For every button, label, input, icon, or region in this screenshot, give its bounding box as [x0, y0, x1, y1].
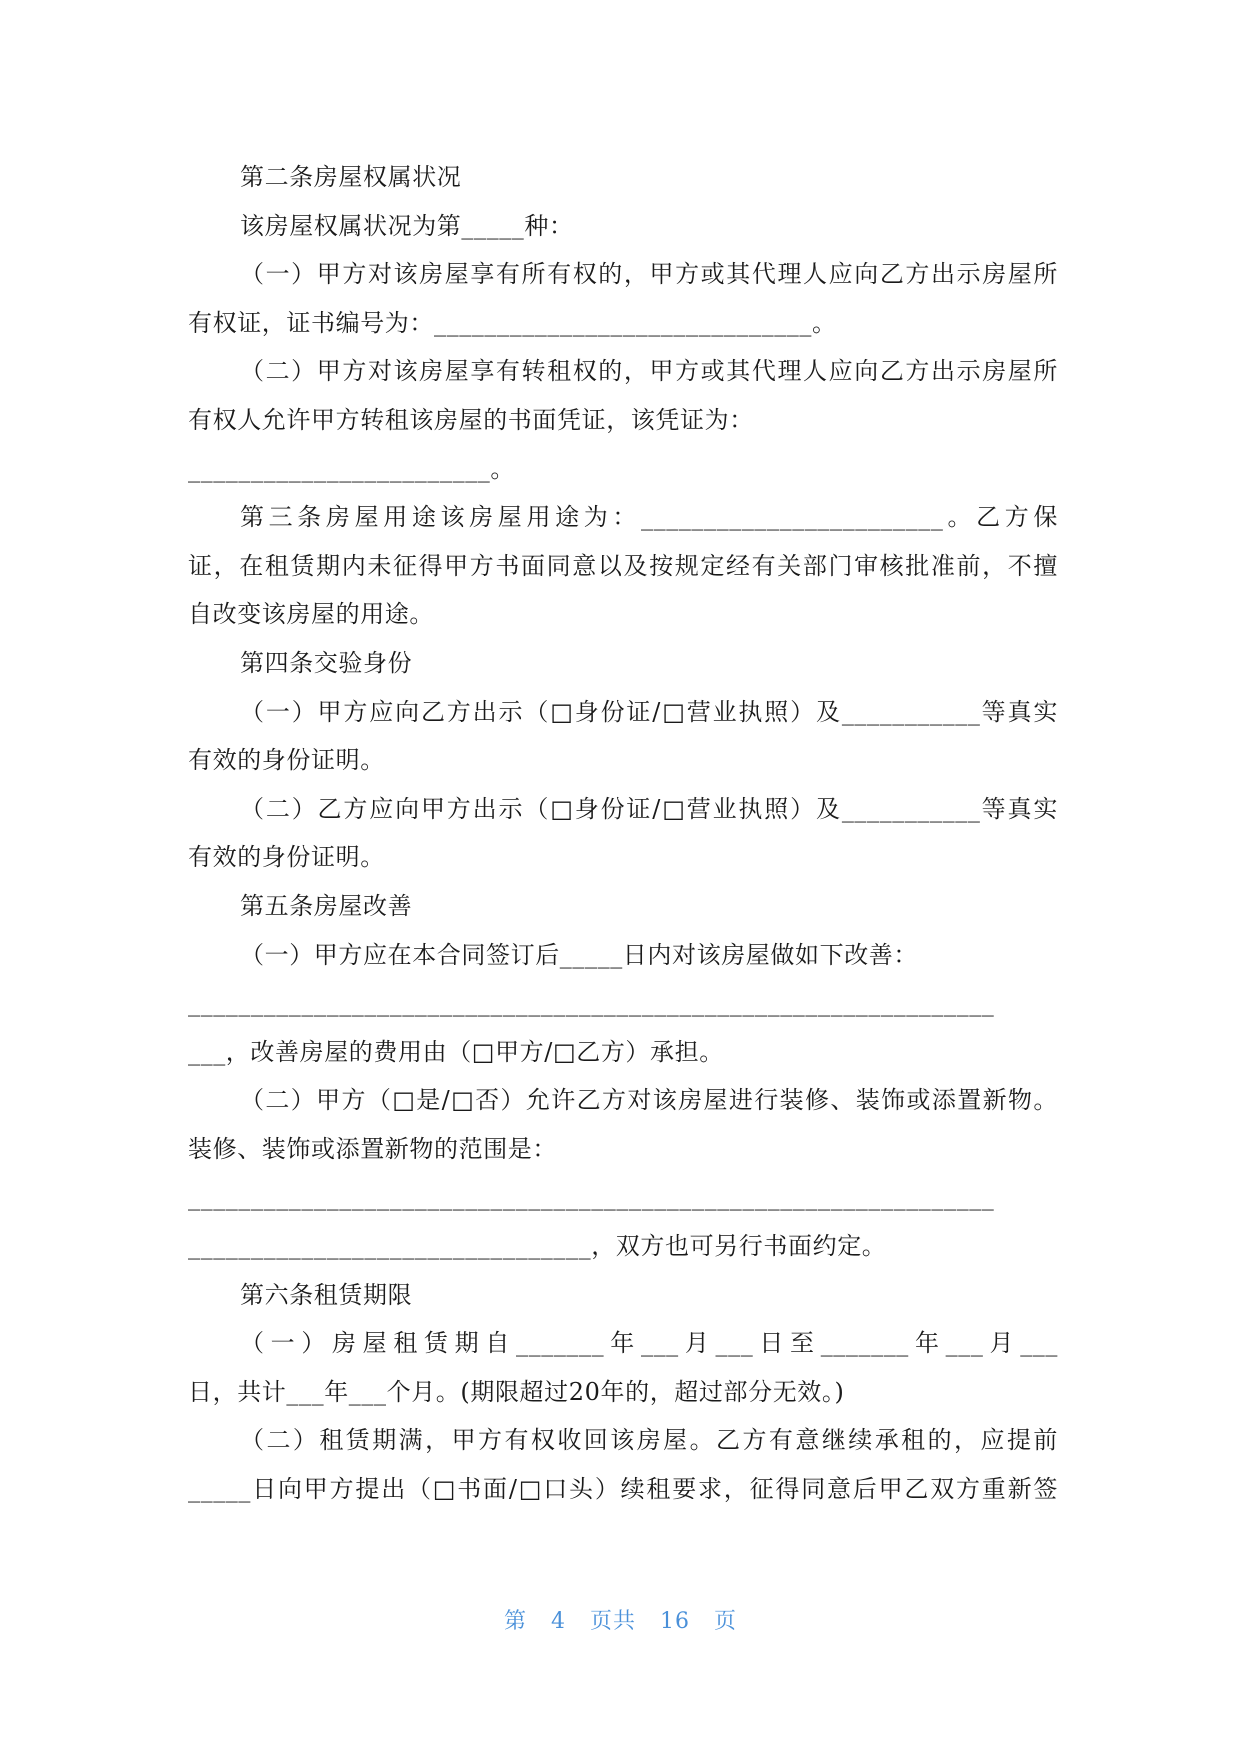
document-line: 第五条房屋改善 — [240, 891, 413, 920]
document-line: （一）甲方应向乙方出示（□身份证/□营业执照）及___________等真实 — [240, 697, 1058, 726]
document-line: 第二条房屋权属状况 — [240, 163, 462, 191]
document-line: 该房屋权属状况为第_____种： — [240, 211, 574, 240]
document-line: 有权证，证书编号为：______________________________。 — [188, 308, 837, 337]
document-line: （二）甲方对该房屋享有转租权的，甲方或其代理人应向乙方出示房屋所 — [240, 357, 1058, 386]
document-line: 第三条房屋用途该房屋用途为：________________________。乙方保 — [240, 503, 1058, 532]
document-line: （二）租赁期满，甲方有权收回该房屋。乙方有意继续承租的，应提前 — [240, 1426, 1058, 1455]
document-line: 有效的身份证明。 — [188, 746, 385, 775]
document-line: 第六条租赁期限 — [240, 1280, 413, 1309]
document-line: 日，共计___年___个月。(期限超过20年的，超过部分无效。) — [188, 1377, 845, 1406]
document-line: （一）甲方应在本合同签订后_____日内对该房屋做如下改善： — [240, 940, 918, 969]
document-line: ________________________________，双方也可另行书面约定。 — [188, 1232, 887, 1261]
document-line: （一）甲方对该房屋享有所有权的，甲方或其代理人应向乙方出示房屋所 — [240, 260, 1058, 289]
page-number-footer: 第 4 页共 16 页 — [504, 1609, 737, 1634]
document-line: （二）乙方应向甲方出示（□身份证/□营业执照）及___________等真实 — [240, 794, 1058, 823]
document-line: ___，改善房屋的费用由（□甲方/□乙方）承担。 — [188, 1037, 724, 1066]
document-line: 证，在租赁期内未征得甲方书面同意以及按规定经有关部门审核批准前，不擅 — [188, 551, 1058, 580]
document-line: ________________________________________________________________ — [188, 1183, 995, 1212]
document-line: 装修、装饰或添置新物的范围是： — [188, 1134, 557, 1163]
document-line: （一）房屋租赁期自_______年___月___日至_______年___月___ — [240, 1329, 1058, 1358]
document-body — [188, 153, 1058, 1514]
document-line: 有权人允许甲方转租该房屋的书面凭证，该凭证为： — [188, 405, 754, 434]
document-line: _____日向甲方提出（□书面/□口头）续租要求，征得同意后甲乙双方重新签 — [188, 1475, 1058, 1504]
document-line: ________________________。 — [188, 454, 515, 483]
document-line: 第四条交验身份 — [240, 648, 413, 677]
document-line: （二）甲方（□是/□否）允许乙方对该房屋进行装修、装饰或添置新物。 — [240, 1086, 1058, 1115]
document-line: 自改变该房屋的用途。 — [188, 600, 434, 629]
document-line: ________________________________________________________________ — [188, 989, 995, 1018]
document-line: 有效的身份证明。 — [188, 843, 385, 872]
